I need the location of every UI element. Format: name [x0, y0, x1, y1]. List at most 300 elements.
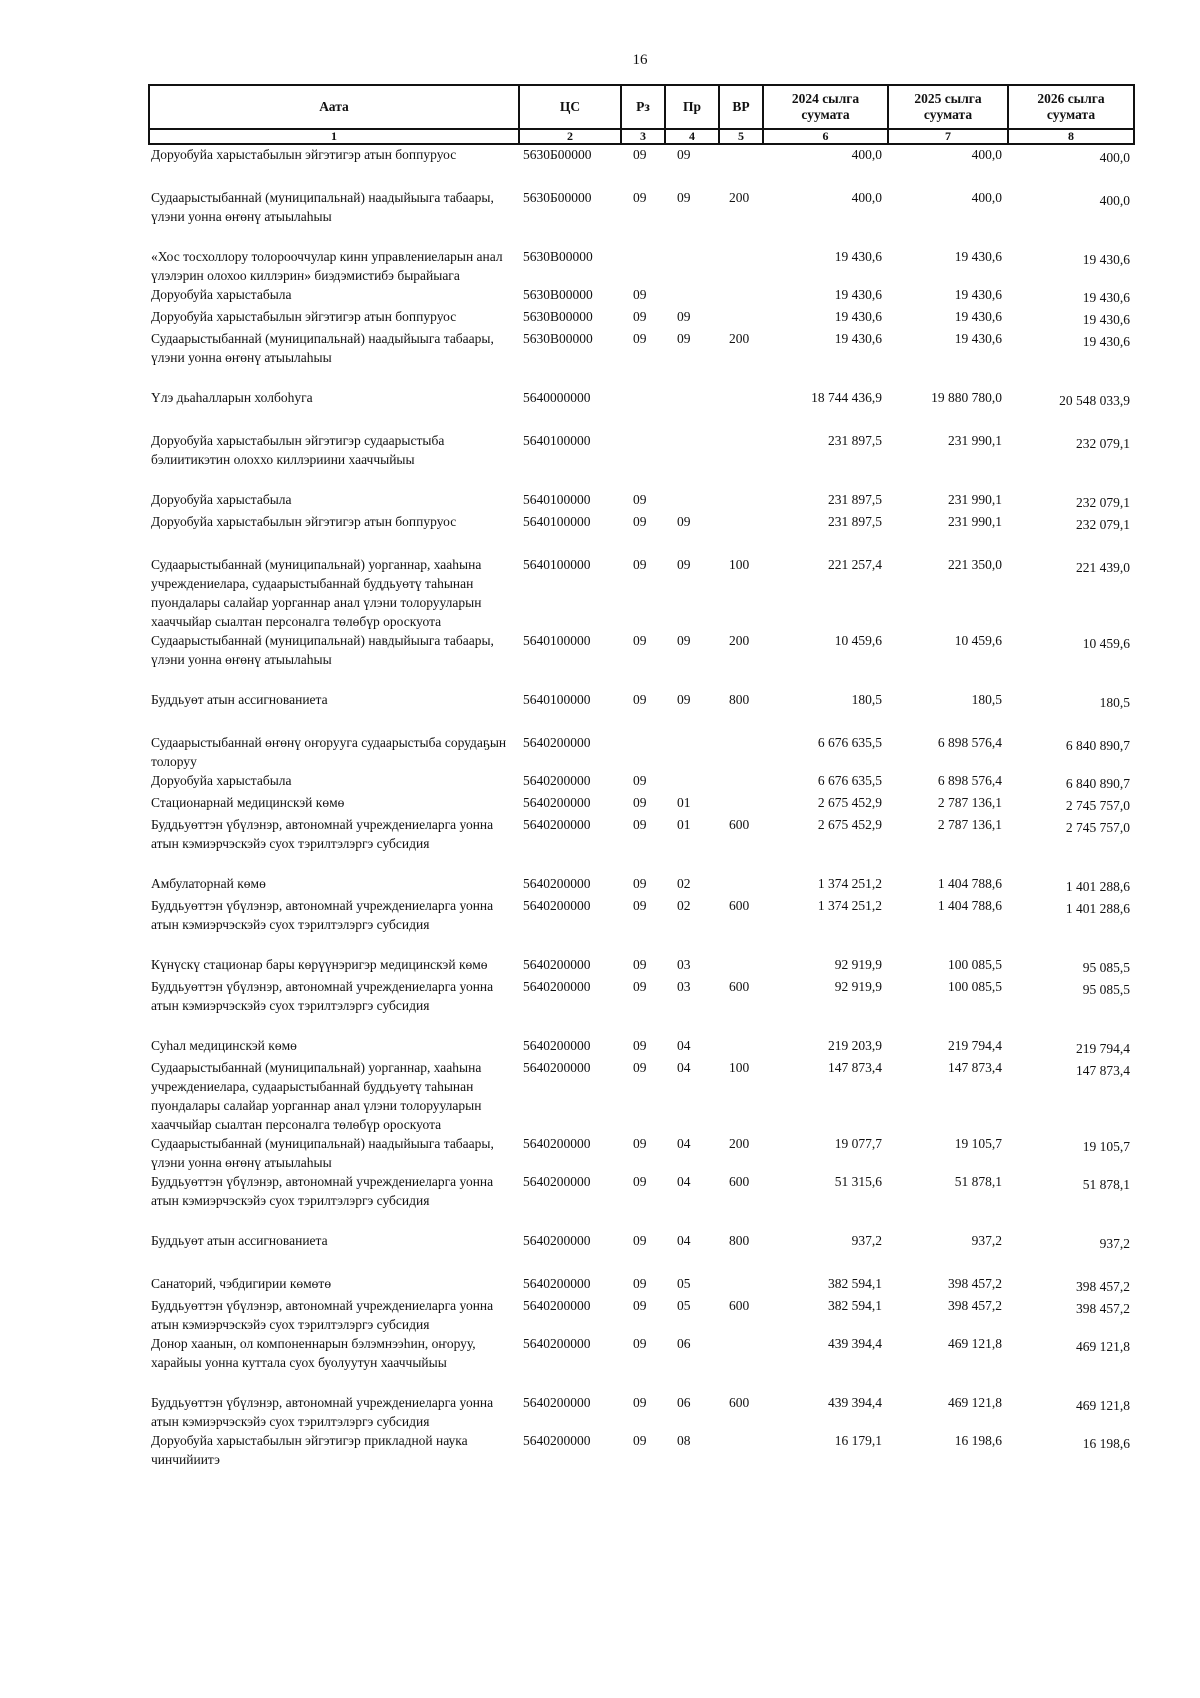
column-number: 1 [149, 129, 519, 144]
row-vr [719, 874, 763, 896]
row-amount-2026: 219 794,4 [1076, 1041, 1130, 1056]
row-amount-2024: 19 430,6 [834, 331, 882, 346]
row-amount-2026: 19 430,6 [1082, 290, 1130, 305]
row-name: Доруобуйа харыстабыла [151, 773, 292, 788]
row-vr: 600 [729, 817, 750, 832]
row-vr: 600 [729, 1174, 750, 1189]
row-cs-code: 5640200000 [523, 1233, 591, 1248]
row-pr: 03 [677, 979, 691, 994]
row-amount-2024: 439 394,4 [828, 1336, 882, 1351]
table-row [149, 1231, 1134, 1274]
row-pr: 09 [677, 190, 691, 205]
header-pr: Пр [665, 85, 719, 129]
row-amount-2026: 1 401 288,6 [1065, 901, 1130, 916]
row-rz: 09 [633, 1233, 647, 1248]
row-cs-code: 5640200000 [523, 979, 591, 994]
row-pr: 01 [677, 817, 691, 832]
row-amount-2026: 19 105,7 [1082, 1139, 1130, 1154]
row-amount-2024: 439 394,4 [828, 1395, 882, 1410]
row-vr [719, 285, 763, 307]
row-name: Судаарыстыбаннай (муниципальнай) уорганнар, хааһына учреждениелара, судаарыстыбаннай буддьуөтү таһынан пуондалары салайар уорганнар анал үлэни толорууларын хааччыйар сыалтан персоналга төлөбүр ороскуота [151, 557, 482, 629]
row-name: Үлэ дьаһалларын холбоһуга [151, 390, 313, 405]
row-name: Амбулаторнай көмө [151, 876, 266, 891]
row-amount-2024: 219 203,9 [828, 1038, 882, 1053]
row-vr: 600 [729, 1395, 750, 1410]
row-amount-2024: 6 676 635,5 [817, 773, 882, 788]
row-name: Буддьуөттэн үбүлэнэр, автономнай учреждениеларга уонна атын кэмиэрчэскэйэ суох тэрилтэлэргэ субсидия [151, 1174, 494, 1208]
row-amount-2025: 19 880 780,0 [931, 390, 1002, 405]
row-name: Доруобуйа харыстабылын эйгэтигэр атын боппуруос [151, 309, 457, 324]
row-name: Буддьуөттэн үбүлэнэр, автономнай учреждениеларга уонна атын кэмиэрчэскэйэ суох тэрилтэлэргэ субсидия [151, 979, 494, 1013]
row-cs-code: 5640200000 [523, 817, 591, 832]
row-amount-2025: 19 430,6 [954, 309, 1002, 324]
column-number: 6 [763, 129, 888, 144]
row-name: Буддьуөттэн үбүлэнэр, автономнай учреждениеларга уонна атын кэмиэрчэскэйэ суох тэрилтэлэргэ субсидия [151, 1298, 494, 1332]
row-amount-2025: 180,5 [971, 692, 1002, 707]
row-amount-2024: 1 374 251,2 [817, 876, 882, 891]
row-amount-2026: 51 878,1 [1082, 1177, 1130, 1192]
row-vr [719, 247, 763, 285]
budget-table-container [148, 84, 1133, 1490]
row-cs-code: 5630В00000 [523, 287, 593, 302]
row-amount-2024: 51 315,6 [834, 1174, 882, 1189]
row-amount-2026: 10 459,6 [1082, 636, 1130, 651]
row-amount-2026: 937,2 [1099, 1236, 1130, 1251]
row-amount-2026: 19 430,6 [1082, 334, 1130, 349]
row-cs-code: 5640200000 [523, 957, 591, 972]
row-pr [665, 733, 719, 771]
row-name: Доруобуйа харыстабылын эйгэтигэр атын боппуруос [151, 514, 457, 529]
row-vr [719, 490, 763, 512]
table-row [149, 431, 1134, 490]
table-row [149, 793, 1134, 815]
row-pr: 01 [677, 795, 691, 810]
row-amount-2024: 19 430,6 [834, 309, 882, 324]
row-vr [719, 771, 763, 793]
row-amount-2025: 219 794,4 [948, 1038, 1002, 1053]
row-cs-code: 5630В00000 [523, 331, 593, 346]
row-name: Судаарыстыбаннай (муниципальнай) наадыйыыга табаары, үлэни уонна өҥөнү атыылаһыы [151, 190, 494, 224]
row-rz: 09 [633, 190, 647, 205]
row-amount-2024: 382 594,1 [828, 1298, 882, 1313]
row-amount-2024: 10 459,6 [834, 633, 882, 648]
row-pr: 08 [677, 1433, 691, 1448]
row-pr: 04 [677, 1174, 691, 1189]
row-amount-2025: 221 350,0 [948, 557, 1002, 572]
row-cs-code: 5640000000 [523, 390, 591, 405]
row-amount-2026: 6 840 890,7 [1065, 738, 1130, 753]
table-row [149, 690, 1134, 733]
row-rz: 09 [633, 1336, 647, 1351]
table-row [149, 874, 1134, 896]
row-name: Буддьуөттэн үбүлэнэр, автономнай учреждениеларга уонна атын кэмиэрчэскэйэ суох тэрилтэлэргэ субсидия [151, 817, 494, 851]
row-pr: 06 [677, 1336, 691, 1351]
row-amount-2026: 2 745 757,0 [1065, 798, 1130, 813]
row-cs-code: 5640200000 [523, 1395, 591, 1410]
row-name: Буддьуөттэн үбүлэнэр, автономнай учреждениеларга уонна атын кэмиэрчэскэйэ суох тэрилтэлэргэ субсидия [151, 898, 494, 932]
row-rz: 09 [633, 957, 647, 972]
table-row [149, 555, 1134, 631]
row-amount-2024: 231 897,5 [828, 514, 882, 529]
row-amount-2025: 400,0 [971, 190, 1002, 205]
row-rz: 09 [633, 817, 647, 832]
row-pr [665, 771, 719, 793]
table-row [149, 307, 1134, 329]
row-cs-code: 5640200000 [523, 1136, 591, 1151]
row-pr [665, 285, 719, 307]
row-cs-code: 5640100000 [523, 433, 591, 448]
table-row [149, 512, 1134, 555]
table-row [149, 144, 1134, 188]
row-amount-2026: 232 079,1 [1076, 495, 1130, 510]
row-pr [665, 388, 719, 431]
row-vr [719, 144, 763, 188]
row-name: Донор хаанын, ол компоненнарын бэлэмнээһин, оҥоруу, харайыы уонна куттала суох буолуутун хааччыйыы [151, 1336, 476, 1370]
row-pr: 04 [677, 1060, 691, 1075]
row-rz: 09 [633, 147, 647, 162]
table-row [149, 329, 1134, 388]
row-vr [719, 512, 763, 555]
row-amount-2024: 92 919,9 [834, 979, 882, 994]
row-cs-code: 5640200000 [523, 1060, 591, 1075]
row-amount-2025: 10 459,6 [954, 633, 1002, 648]
row-amount-2024: 147 873,4 [828, 1060, 882, 1075]
row-pr: 09 [677, 331, 691, 346]
header-2024: 2024 сылга суумата [763, 85, 888, 129]
table-row [149, 1172, 1134, 1231]
row-amount-2025: 400,0 [971, 147, 1002, 162]
column-number: 8 [1008, 129, 1134, 144]
row-vr [719, 1334, 763, 1393]
row-amount-2025: 147 873,4 [948, 1060, 1002, 1075]
table-row [149, 388, 1134, 431]
table-row [149, 733, 1134, 771]
row-amount-2025: 19 430,6 [954, 287, 1002, 302]
table-row [149, 1431, 1134, 1490]
row-cs-code: 5640200000 [523, 876, 591, 891]
row-amount-2026: 180,5 [1099, 695, 1130, 710]
row-amount-2024: 937,2 [851, 1233, 882, 1248]
header-name: Аата [149, 85, 519, 129]
row-vr: 200 [729, 190, 750, 205]
row-rz: 09 [633, 1136, 647, 1151]
row-name: Судаарыстыбаннай (муниципальнай) уорганнар, хааһына учреждениелара, судаарыстыбаннай буддьуөтү таһынан пуондалары салайар уорганнар анал үлэни толорууларын хааччыйар сыалтан персоналга төлөбүр ороскуота [151, 1060, 482, 1132]
table-row [149, 1058, 1134, 1134]
table-row [149, 285, 1134, 307]
row-vr: 800 [729, 1233, 750, 1248]
row-amount-2025: 16 198,6 [954, 1433, 1002, 1448]
row-cs-code: 5630Б00000 [523, 190, 592, 205]
row-amount-2025: 231 990,1 [948, 492, 1002, 507]
row-pr [665, 431, 719, 490]
row-name: «Хос тосхоллору толорооччулар кинн управлениеларын анал үлэлэрин олохоо киллэрин» биэдэмистибэ бырайыага [151, 249, 503, 283]
row-vr [719, 955, 763, 977]
budget-table [148, 84, 1135, 1490]
row-rz: 09 [633, 557, 647, 572]
row-amount-2026: 232 079,1 [1076, 436, 1130, 451]
row-amount-2026: 400,0 [1099, 150, 1130, 165]
row-amount-2024: 400,0 [851, 147, 882, 162]
row-amount-2026: 221 439,0 [1076, 560, 1130, 575]
row-amount-2026: 19 430,6 [1082, 312, 1130, 327]
row-amount-2025: 6 898 576,4 [937, 735, 1002, 750]
header-2026: 2026 сылга суумата [1008, 85, 1134, 129]
row-rz: 09 [633, 1298, 647, 1313]
row-rz: 09 [633, 1276, 647, 1291]
row-rz: 09 [633, 795, 647, 810]
row-amount-2026: 95 085,5 [1082, 960, 1130, 975]
row-amount-2025: 1 404 788,6 [937, 898, 1002, 913]
row-pr: 03 [677, 957, 691, 972]
row-vr [719, 1274, 763, 1296]
row-vr: 100 [729, 1060, 750, 1075]
row-cs-code: 5640100000 [523, 514, 591, 529]
row-amount-2026: 19 430,6 [1082, 252, 1130, 267]
table-row [149, 771, 1134, 793]
row-rz: 09 [633, 1433, 647, 1448]
row-pr: 02 [677, 898, 691, 913]
row-amount-2024: 1 374 251,2 [817, 898, 882, 913]
row-cs-code: 5630Б00000 [523, 147, 592, 162]
row-rz: 09 [633, 492, 647, 507]
row-vr [719, 388, 763, 431]
row-cs-code: 5640200000 [523, 795, 591, 810]
row-amount-2025: 19 430,6 [954, 331, 1002, 346]
row-amount-2024: 19 077,7 [834, 1136, 882, 1151]
row-rz [621, 388, 665, 431]
row-rz: 09 [633, 1395, 647, 1410]
row-amount-2025: 1 404 788,6 [937, 876, 1002, 891]
page-number: 16 [632, 52, 648, 68]
row-name: Санаторий, чэбдигирии көмөтө [151, 1276, 332, 1291]
table-row [149, 631, 1134, 690]
row-cs-code: 5640200000 [523, 773, 591, 788]
row-pr: 09 [677, 147, 691, 162]
table-row [149, 1036, 1134, 1058]
row-rz: 09 [633, 1174, 647, 1189]
row-vr [719, 431, 763, 490]
table-row [149, 815, 1134, 874]
row-rz: 09 [633, 876, 647, 891]
row-pr: 04 [677, 1136, 691, 1151]
table-row [149, 955, 1134, 977]
row-vr: 200 [729, 331, 750, 346]
row-amount-2024: 19 430,6 [834, 249, 882, 264]
row-amount-2025: 100 085,5 [948, 957, 1002, 972]
row-pr: 04 [677, 1233, 691, 1248]
row-pr: 02 [677, 876, 691, 891]
table-row [149, 1334, 1134, 1393]
row-amount-2024: 2 675 452,9 [817, 817, 882, 832]
row-rz: 09 [633, 1060, 647, 1075]
row-cs-code: 5640200000 [523, 1433, 591, 1448]
row-pr: 05 [677, 1276, 691, 1291]
row-pr: 04 [677, 1038, 691, 1053]
row-amount-2026: 398 457,2 [1076, 1301, 1130, 1316]
row-rz [621, 247, 665, 285]
table-row [149, 896, 1134, 955]
row-amount-2026: 469 121,8 [1076, 1339, 1130, 1354]
row-name: Доруобуйа харыстабыла [151, 287, 292, 302]
row-pr: 09 [677, 633, 691, 648]
row-cs-code: 5640200000 [523, 1276, 591, 1291]
row-amount-2025: 2 787 136,1 [937, 795, 1002, 810]
row-amount-2026: 6 840 890,7 [1065, 776, 1130, 791]
row-amount-2025: 2 787 136,1 [937, 817, 1002, 832]
row-name: Доруобуйа харыстабыла [151, 492, 292, 507]
row-amount-2024: 19 430,6 [834, 287, 882, 302]
row-pr: 09 [677, 514, 691, 529]
row-amount-2025: 398 457,2 [948, 1276, 1002, 1291]
row-rz: 09 [633, 979, 647, 994]
row-amount-2026: 232 079,1 [1076, 517, 1130, 532]
row-amount-2024: 180,5 [851, 692, 882, 707]
row-amount-2026: 1 401 288,6 [1065, 879, 1130, 894]
row-rz: 09 [633, 898, 647, 913]
column-number: 4 [665, 129, 719, 144]
row-rz: 09 [633, 287, 647, 302]
table-row [149, 247, 1134, 285]
row-amount-2025: 937,2 [971, 1233, 1002, 1248]
header-cs: ЦС [519, 85, 621, 129]
row-name: Буддьуөт атын ассигнованиета [151, 1233, 328, 1248]
row-amount-2024: 2 675 452,9 [817, 795, 882, 810]
row-cs-code: 5640200000 [523, 1298, 591, 1313]
row-amount-2026: 95 085,5 [1082, 982, 1130, 997]
row-amount-2025: 19 105,7 [954, 1136, 1002, 1151]
row-vr: 600 [729, 898, 750, 913]
table-row [149, 188, 1134, 247]
row-amount-2025: 469 121,8 [948, 1395, 1002, 1410]
row-amount-2025: 51 878,1 [954, 1174, 1002, 1189]
row-cs-code: 5630В00000 [523, 309, 593, 324]
row-amount-2024: 231 897,5 [828, 492, 882, 507]
row-amount-2025: 231 990,1 [948, 514, 1002, 529]
row-cs-code: 5640100000 [523, 692, 591, 707]
row-rz: 09 [633, 773, 647, 788]
row-pr [665, 490, 719, 512]
row-name: Буддьуөт атын ассигнованиета [151, 692, 328, 707]
row-rz [621, 431, 665, 490]
row-name: Судаарыстыбаннай (муниципальнай) наадыйыыга табаары, үлэни уонна өҥөнү атыылаһыы [151, 331, 494, 365]
column-number: 5 [719, 129, 763, 144]
row-amount-2024: 16 179,1 [834, 1433, 882, 1448]
row-amount-2024: 6 676 635,5 [817, 735, 882, 750]
row-amount-2024: 221 257,4 [828, 557, 882, 572]
table-row [149, 1296, 1134, 1334]
row-name: Судаарыстыбаннай (муниципальнай) навдыйыыга табаары, үлэни уонна өҥөнү атыылаһыы [151, 633, 494, 667]
row-name: Доруобуйа харыстабылын эйгэтигэр атын боппуруос [151, 147, 457, 162]
header-rz: Рз [621, 85, 665, 129]
row-vr [719, 733, 763, 771]
row-amount-2025: 469 121,8 [948, 1336, 1002, 1351]
row-vr [719, 793, 763, 815]
row-name: Стационарнай медицинскэй көмө [151, 795, 345, 810]
row-amount-2026: 20 548 033,9 [1059, 393, 1130, 408]
header-vr: ВР [719, 85, 763, 129]
row-vr: 600 [729, 1298, 750, 1313]
table-body [149, 144, 1134, 1490]
row-pr: 09 [677, 557, 691, 572]
row-amount-2026: 147 873,4 [1076, 1063, 1130, 1078]
row-amount-2026: 469 121,8 [1076, 1398, 1130, 1413]
row-pr: 06 [677, 1395, 691, 1410]
row-cs-code: 5630В00000 [523, 249, 593, 264]
row-amount-2026: 400,0 [1099, 193, 1130, 208]
header-2025: 2025 сылга суумата [888, 85, 1008, 129]
row-cs-code: 5640100000 [523, 633, 591, 648]
row-rz: 09 [633, 692, 647, 707]
row-amount-2025: 19 430,6 [954, 249, 1002, 264]
row-pr: 05 [677, 1298, 691, 1313]
row-name: Доруобуйа харыстабылын эйгэтигэр прикладной наука чинчийиитэ [151, 1433, 468, 1467]
row-cs-code: 5640200000 [523, 1038, 591, 1053]
row-amount-2024: 18 744 436,9 [811, 390, 882, 405]
column-number: 2 [519, 129, 621, 144]
row-pr [665, 247, 719, 285]
row-amount-2024: 92 919,9 [834, 957, 882, 972]
row-amount-2026: 2 745 757,0 [1065, 820, 1130, 835]
row-amount-2026: 16 198,6 [1082, 1436, 1130, 1451]
row-rz [621, 733, 665, 771]
row-rz: 09 [633, 1038, 647, 1053]
row-vr [719, 1431, 763, 1490]
table-row [149, 490, 1134, 512]
row-cs-code: 5640200000 [523, 735, 591, 750]
table-header [149, 85, 1134, 144]
row-vr: 200 [729, 1136, 750, 1151]
row-vr [719, 307, 763, 329]
row-name: Судаарыстыбаннай (муниципальнай) наадыйыыга табаары, үлэни уонна өҥөнү атыылаһыы [151, 1136, 494, 1170]
table-row [149, 1134, 1134, 1172]
column-number: 7 [888, 129, 1008, 144]
row-cs-code: 5640200000 [523, 1336, 591, 1351]
row-vr: 800 [729, 692, 750, 707]
row-amount-2026: 398 457,2 [1076, 1279, 1130, 1294]
row-amount-2024: 231 897,5 [828, 433, 882, 448]
row-name: Суһал медицинскэй көмө [151, 1038, 297, 1053]
row-vr: 600 [729, 979, 750, 994]
row-pr: 09 [677, 309, 691, 324]
row-cs-code: 5640200000 [523, 898, 591, 913]
row-cs-code: 5640100000 [523, 492, 591, 507]
column-number: 3 [621, 129, 665, 144]
row-name: Күнүскү стационар бары көрүүнэригэр медицинскэй көмө [151, 957, 488, 972]
row-vr: 200 [729, 633, 750, 648]
row-name: Доруобуйа харыстабылын эйгэтигэр судаарыстыба бэлиитикэтин олоххо киллэриини хааччыйыы [151, 433, 445, 467]
row-cs-code: 5640200000 [523, 1174, 591, 1189]
row-amount-2024: 400,0 [851, 190, 882, 205]
row-rz: 09 [633, 331, 647, 346]
row-pr: 09 [677, 692, 691, 707]
table-row [149, 1274, 1134, 1296]
row-cs-code: 5640100000 [523, 557, 591, 572]
row-amount-2024: 382 594,1 [828, 1276, 882, 1291]
row-amount-2025: 398 457,2 [948, 1298, 1002, 1313]
table-row [149, 1393, 1134, 1431]
row-vr: 100 [729, 557, 750, 572]
row-amount-2025: 6 898 576,4 [937, 773, 1002, 788]
row-rz: 09 [633, 514, 647, 529]
row-rz: 09 [633, 309, 647, 324]
row-name: Судаарыстыбаннай өҥөнү оҥорууга судаарыстыба сорудаҕын толоруу [151, 735, 507, 769]
row-amount-2025: 100 085,5 [948, 979, 1002, 994]
table-row [149, 977, 1134, 1036]
row-rz: 09 [633, 633, 647, 648]
row-vr [719, 1036, 763, 1058]
row-name: Буддьуөттэн үбүлэнэр, автономнай учреждениеларга уонна атын кэмиэрчэскэйэ суох тэрилтэлэргэ субсидия [151, 1395, 494, 1429]
row-amount-2025: 231 990,1 [948, 433, 1002, 448]
